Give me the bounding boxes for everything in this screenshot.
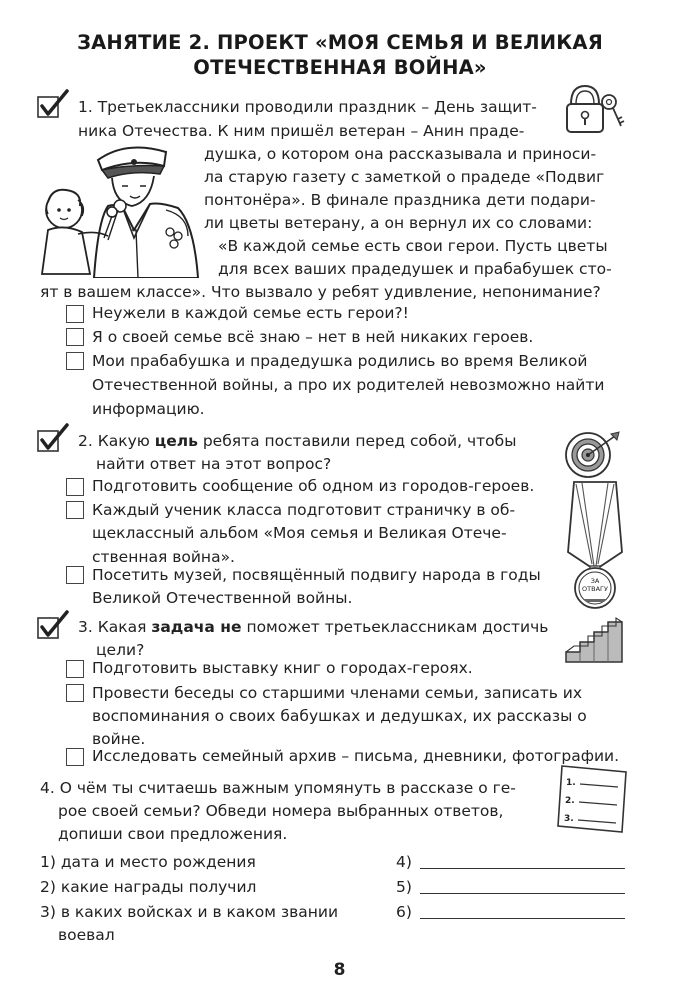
target-icon xyxy=(563,428,623,480)
q4-blank-4-label: 4) xyxy=(396,853,412,871)
q1-line-3: душка, о котором она рассказывала и приноси- xyxy=(204,145,597,163)
page-number: 8 xyxy=(333,960,346,980)
q3-bold-words: задача не xyxy=(151,618,242,636)
q2-option-2-line-2: щеклассный альбом «Моя семья и Великая Отече- xyxy=(92,524,507,542)
veteran-illustration xyxy=(38,140,203,278)
q1-line-9: ят в вашем классе». Что вызвало у ребят удивление, непонимание? xyxy=(40,283,601,301)
q4-answer-3-cont: воевал xyxy=(58,926,115,944)
q4-answer-2: 2) какие награды получил xyxy=(40,878,257,896)
q4-blank-5-label: 5) xyxy=(396,878,412,896)
numbered-list-icon xyxy=(556,762,632,836)
stairs-icon xyxy=(564,616,624,664)
q3-rest: поможет третьеклассникам достичь xyxy=(241,618,549,636)
q4-line-3: допиши свои предложения. xyxy=(58,825,288,843)
q2-bold-word: цель xyxy=(154,432,198,450)
q4-blank-6-label: 6) xyxy=(396,903,412,921)
checkmark-icon xyxy=(36,89,70,119)
q1-line-6: ли цветы ветерану, а он вернул их со словами: xyxy=(204,214,593,232)
q1-line-8: для всех ваших прадедушек и прабабушек сто- xyxy=(218,260,612,278)
checkmark-icon xyxy=(36,423,70,453)
q1-option-1-text: Неужели в каждой семье есть герои?! xyxy=(92,304,409,322)
checkmark-icon xyxy=(36,610,70,640)
q3-option-2-line-2: воспоминания о своих бабушках и дедушках, их рассказы о xyxy=(92,707,587,725)
q1-line-2: ника Отечества. К ним пришёл ветеран – Анин праде- xyxy=(78,122,525,140)
q3-option-2-checkbox[interactable] xyxy=(66,684,84,702)
q4-line-2: рое своей семьи? Обведи номера выбранных ответов, xyxy=(58,802,504,820)
q2-option-2-line-1: Каждый ученик класса подготовит страничку в об- xyxy=(92,501,516,519)
q3-number: 3. Какая xyxy=(78,618,152,636)
q1-line-4: ла старую газету с заметкой о прадеде «Подвиг xyxy=(204,168,605,186)
q2-option-3-checkbox[interactable] xyxy=(66,566,84,584)
q3-line-2: цели? xyxy=(96,641,145,659)
title-line-2: ОТЕЧЕСТВЕННАЯ ВОЙНА» xyxy=(193,56,487,79)
q2-option-1-checkbox[interactable] xyxy=(66,478,84,496)
q2-option-1-text: Подготовить сообщение об одном из городов-героев. xyxy=(92,477,535,495)
medal-text-line-1: ЗА xyxy=(590,577,600,585)
q2-number: 2. Какую xyxy=(78,432,155,450)
q2-line-1 xyxy=(78,430,516,454)
q3-option-1-text: Подготовить выставку книг о городах-героях. xyxy=(92,659,473,677)
q1-line-1: 1. Третьеклассники проводили праздник – День защит- xyxy=(78,98,537,116)
q1-option-1-checkbox[interactable] xyxy=(66,305,84,323)
q3-option-3-text: Исследовать семейный архив – письма, дневники, фотографии. xyxy=(92,747,620,765)
q1-line-7: «В каждой семье есть свои герои. Пусть цветы xyxy=(218,237,608,255)
title-line-1: ЗАНЯТИЕ 2. ПРОЕКТ «МОЯ СЕМЬЯ И ВЕЛИКАЯ xyxy=(77,31,603,54)
q1-option-2-checkbox[interactable] xyxy=(66,328,84,346)
list-icon-label-2: 2. xyxy=(565,796,575,806)
q1-option-3-line-3: информацию. xyxy=(92,400,205,418)
q2-line-2: найти ответ на этот вопрос? xyxy=(96,455,332,473)
q1-option-3-line-1: Мои прабабушка и прадедушка родились во время Великой xyxy=(92,352,588,370)
q3-option-3-checkbox[interactable] xyxy=(66,748,84,766)
q3-option-2-line-1: Провести беседы со старшими членами семьи, записать их xyxy=(92,684,583,702)
q2-rest: ребята поставили перед собой, чтобы xyxy=(197,432,517,450)
q1-option-2-text: Я о своей семье всё знаю – нет в ней никаких героев. xyxy=(92,328,534,346)
lock-key-icon xyxy=(563,80,625,136)
q4-answer-1: 1) дата и место рождения xyxy=(40,853,256,871)
q1-line-5: понтонёра». В финале праздника дети подари- xyxy=(204,191,596,209)
medal-text-line-2: ОТВАГУ xyxy=(582,585,608,593)
page-title xyxy=(40,30,640,80)
q2-option-2-checkbox[interactable] xyxy=(66,501,84,519)
q3-option-2-line-3: войне. xyxy=(92,730,146,748)
q4-blank-6-line[interactable] xyxy=(420,918,625,919)
q4-answer-3: 3) в каких войсках и в каком звании xyxy=(40,903,339,921)
q1-option-3-line-2: Отечественной войны, а про их родителей невозможно найти xyxy=(92,376,605,394)
list-icon-label-1: 1. xyxy=(566,778,576,788)
q4-line-1: 4. О чём ты считаешь важным упомянуть в рассказе о ге- xyxy=(40,779,516,797)
q3-option-1-checkbox[interactable] xyxy=(66,660,84,678)
medal-icon xyxy=(562,478,628,610)
q1-option-3-checkbox[interactable] xyxy=(66,352,84,370)
q3-line-1 xyxy=(78,616,548,640)
list-icon-label-3: 3. xyxy=(564,814,574,824)
q4-blank-4-line[interactable] xyxy=(420,868,625,869)
q2-option-2-line-3: ственная война». xyxy=(92,548,235,566)
q2-option-3-line-2: Великой Отечественной войны. xyxy=(92,589,353,607)
q4-blank-5-line[interactable] xyxy=(420,893,625,894)
q2-option-3-line-1: Посетить музей, посвящённый подвигу народа в годы xyxy=(92,566,541,584)
